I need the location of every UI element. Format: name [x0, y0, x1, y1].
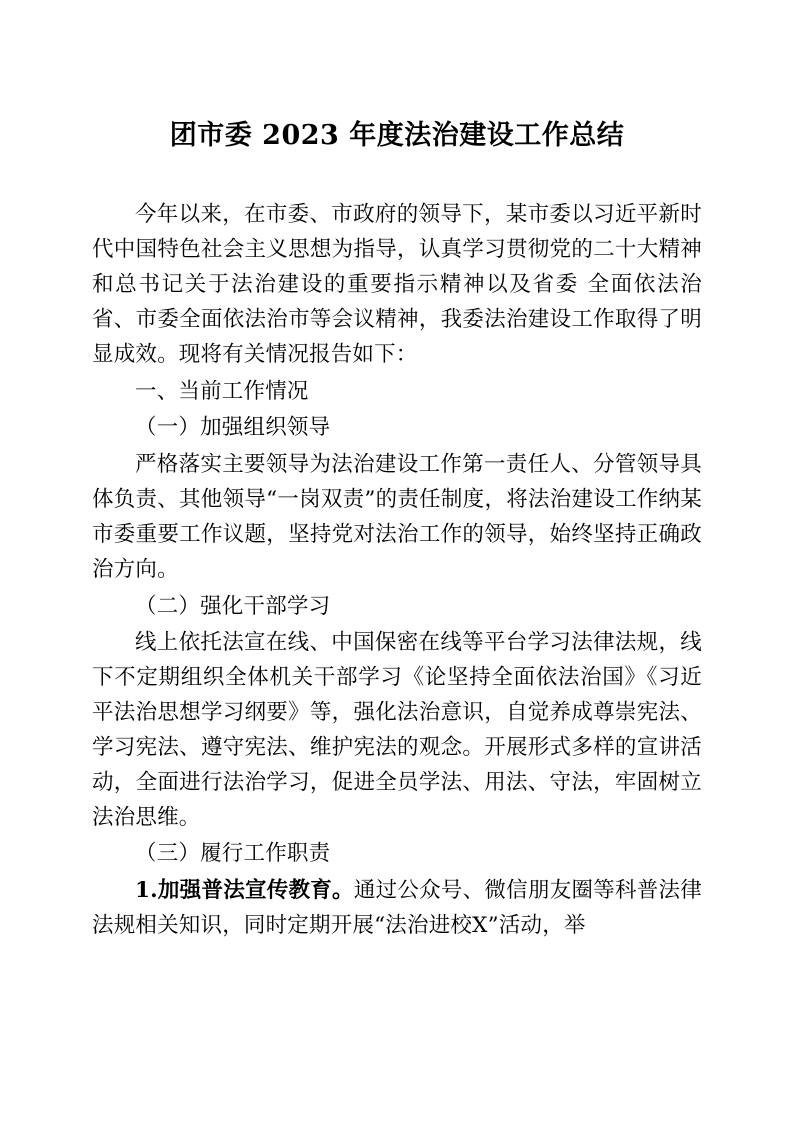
- paragraph-one-three-body: [92, 874, 702, 944]
- page-title: 团市委 2023 年度法治建设工作总结: [169, 120, 625, 151]
- paragraph-one-two-body: 线上依托法宣在线、中国保密在线等平台学习法律法规，线下不定期组织全体机关干部学习《论坚持全面依法治国》《习近平法治思想学习纲要》等，强化法治意识，自觉养成尊崇宪法、学习宪法、遵守宪法、维护宪法的观念。开展形式多样的宣讲活动，全面进行法治学习，促进全员学法、用法、守法，牢固树立法治思维。: [92, 630, 702, 830]
- subsection-heading-one-three: （三）履行工作职责: [135, 841, 331, 867]
- subsection-heading-one-one: （一）加强组织领导: [135, 415, 331, 441]
- paragraph-intro: 今年以来，在市委、市政府的领导下，某市委以习近平新时代中国特色社会主义思想为指导，认真学习贯彻党的二十大精神和总书记关于法治建设的重要指示精神以及省委 全面依法治省、市委全面依法治市等会议精神，我委法治建设工作取得了明显成效。现将有关情况报告如下：: [92, 202, 702, 367]
- paragraph-body-rest: 通过公众号、微信朋友圈等科普法律法规相关知识，同时定期开展“法治进校X”活动，举: [92, 878, 702, 938]
- section-heading-one: 一、当前工作情况: [135, 378, 309, 404]
- paragraph-bold-lead: 1.加强普法宣传教育。: [135, 878, 354, 904]
- subsection-heading-one-two: （二）强化干部学习: [135, 593, 331, 619]
- paragraph-one-one-body: 严格落实主要领导为法治建设工作第一责任人、分管领导具体负责、其他领导“一岗双责”的责任制度，将法治建设工作纳某市委重要工作议题，坚持党对法治工作的领导，始终坚持正确政治方向。: [92, 452, 702, 582]
